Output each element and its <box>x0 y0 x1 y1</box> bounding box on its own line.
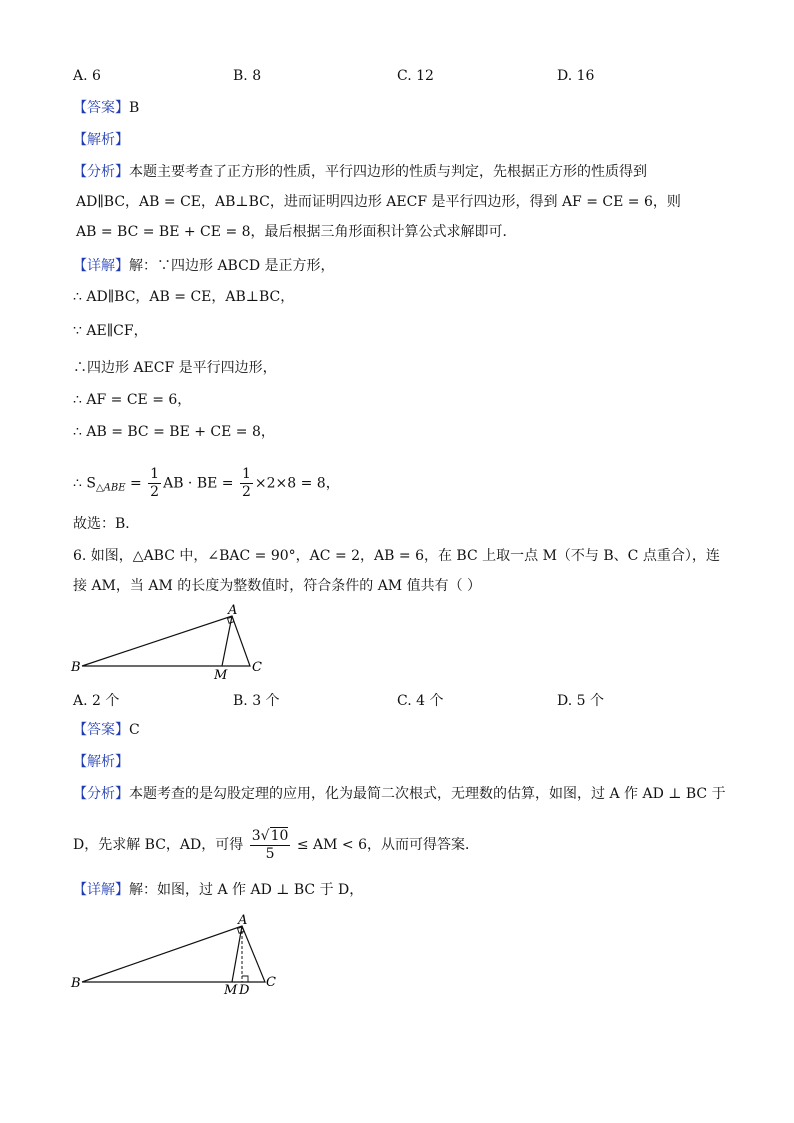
q6-fig1-label-c: C <box>252 660 262 675</box>
q5-area-prefix: ∴ S <box>73 475 96 492</box>
q6-fig2-segment-am <box>232 926 242 982</box>
q6-stem-line2: 接 AM，当 AM 的长度为整数值时，符合条件的 AM 值共有（ ） <box>73 578 482 594</box>
q6-fenxi-post: ≤ AM < 6，从而可得答案． <box>292 837 480 853</box>
q5-detail-line2: ∴ AD∥BC，AB = CE，AB⊥BC， <box>73 289 295 305</box>
q6-option-c: C. 4 个 <box>397 693 444 709</box>
q5-answer-line <box>73 98 139 118</box>
q5-area-sub: △ABE <box>95 482 126 494</box>
q6-detail-text1: 解：如图，过 A 作 AD ⊥ BC 于 D， <box>129 882 364 898</box>
q6-stem-line1: 6. 如图，△ABC 中，∠BAC = 90°，AC = 2，AB = 6，在 BC 上取一点 M（不与 B、C 点重合），连 <box>73 548 720 564</box>
q6-answer: C <box>129 722 140 738</box>
q6-answer-tag: 【答案】 <box>73 722 129 738</box>
q6-detail-line1 <box>73 880 363 900</box>
q6-figure-triangle-altitude <box>66 908 296 998</box>
q5-fenxi-line2: AD∥BC，AB = CE，AB⊥BC，进而证明四边形 AECF 是平行四边形，得到 AF = CE = 6，则 <box>76 194 681 210</box>
q5-fenxi-text1: 本题主要考查了正方形的性质，平行四边形的性质与判定，先根据正方形的性质得到 <box>129 164 647 180</box>
q6-frac <box>250 828 291 863</box>
q5-detail-line1 <box>73 256 335 276</box>
q6-fig1-label-a: A <box>228 603 238 618</box>
q6-detail-tag: 【详解】 <box>73 882 129 898</box>
q6-figure-triangle <box>66 600 296 680</box>
q5-area-eq1: = <box>125 475 147 492</box>
q6-fig2-label-d: D <box>239 983 250 998</box>
q6-fig2-label-c: C <box>266 975 276 990</box>
sqrt-icon: √ <box>260 827 270 844</box>
q6-fenxi-pre: D，先求解 BC，AD，可得 <box>73 837 248 853</box>
q6-option-d: D. 5 个 <box>557 693 604 709</box>
q5-option-a: A. 6 <box>73 68 101 84</box>
q6-fenxi-line2 <box>73 826 479 864</box>
q5-detail-line6: ∴ AB = BC = BE + CE = 8， <box>73 424 275 440</box>
q5-fenxi-tag: 【分析】 <box>73 164 129 180</box>
q5-frac-2 <box>240 466 253 501</box>
q6-fig1-segment-am <box>222 616 232 666</box>
q6-frac-num <box>250 828 291 846</box>
q6-option-a: A. 2 个 <box>73 693 120 709</box>
q5-detail-line5: ∴ AF = CE = 6， <box>73 392 192 408</box>
q6-frac-radicand: 10 <box>270 827 289 844</box>
q6-fig1-label-b: B <box>71 660 81 675</box>
q6-analysis-tag: 【解析】 <box>73 754 129 770</box>
q6-frac-den: 5 <box>265 845 275 862</box>
q5-detail-text1: 解：∵四边形 ABCD 是正方形， <box>129 258 335 274</box>
q5-frac-1 <box>148 466 161 501</box>
q6-fenxi-tag: 【分析】 <box>73 786 129 802</box>
q5-frac-2-num: 1 <box>241 466 251 482</box>
q6-frac-coef: 3 <box>251 827 261 844</box>
q5-fenxi-line3: AB = BC = BE + CE = 8，最后根据三角形面积计算公式求解即可． <box>76 224 517 240</box>
q5-frac-1-num: 1 <box>150 466 160 482</box>
q5-area-line <box>73 466 340 501</box>
q6-option-b: B. 3 个 <box>233 693 280 709</box>
q6-fig2-label-m: M <box>224 983 238 998</box>
q5-frac-1-den: 2 <box>150 484 160 500</box>
q6-fenxi-line1 <box>73 784 726 804</box>
q5-area-tail: ×2×8 = 8， <box>254 475 340 492</box>
q5-answer-tag: 【答案】 <box>73 100 129 116</box>
q5-area-mid: AB · BE = <box>163 475 238 492</box>
q5-option-c: C. 12 <box>397 68 434 84</box>
q6-fig1-triangle-lines <box>82 616 250 666</box>
q5-answer: B <box>129 100 140 116</box>
q6-fig1-label-m: M <box>214 668 228 680</box>
q5-detail-line4: ∴四边形 AECF 是平行四边形， <box>73 360 277 376</box>
q5-detail-line3: ∵ AE∥CF， <box>73 323 148 339</box>
q6-fenxi-text1: 本题考查的是勾股定理的应用，化为最简二次根式，无理数的估算，如图，过 A 作 AD ⊥ BC 于 <box>129 786 726 802</box>
q5-detail-tag: 【详解】 <box>73 258 129 274</box>
q6-fig2-label-a: A <box>238 913 248 928</box>
q5-option-b: B. 8 <box>233 68 262 84</box>
q5-frac-2-den: 2 <box>241 484 251 500</box>
q6-answer-line <box>73 720 140 740</box>
q6-fig2-right-angle-d <box>242 976 248 982</box>
q5-option-d: D. 16 <box>557 68 595 84</box>
q5-fenxi-line1 <box>73 162 647 182</box>
q5-analysis-tag: 【解析】 <box>73 132 129 148</box>
q5-conclusion: 故选：B． <box>73 516 140 532</box>
q6-fig2-label-b: B <box>71 976 81 991</box>
